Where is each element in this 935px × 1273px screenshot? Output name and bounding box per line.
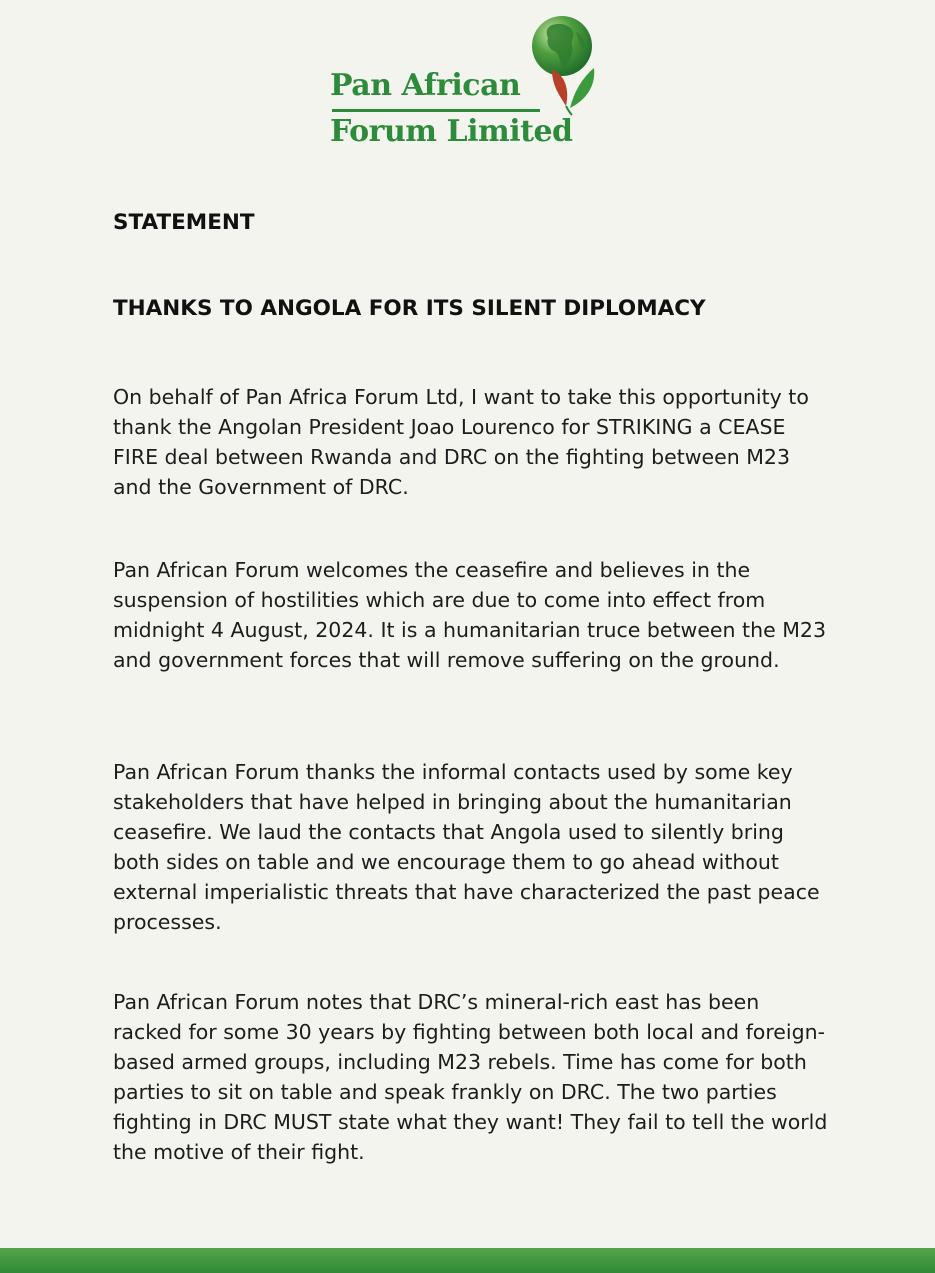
pan-african-forum-logo	[330, 12, 605, 147]
paragraph: Pan African Forum thanks the informal contacts used by some key stakeholders that have helped in bringing about the humanitarian ceasefire. We laud the contacts that Angola used to silently bring both sides on table and we encourage them to go ahead without external imperialistic threats that have characterized the past peace processes.	[113, 760, 820, 934]
logo-divider	[332, 109, 540, 112]
logo-line1: Pan African	[330, 68, 521, 103]
statement-label: STATEMENT	[113, 210, 255, 235]
footer-bar	[0, 1248, 935, 1273]
paragraph: On behalf of Pan Africa Forum Ltd, I want to take this opportunity to thank the Angolan President Joao Lourenco for STRIKING a CEASE FIRE deal between Rwanda and DRC on the fighting between M23 and the Government of DRC.	[113, 385, 809, 499]
paragraph: Pan African Forum notes that DRC’s mineral-rich east has been racked for some 30 years by fighting between both local and foreign-based armed groups, including M23 rebels. Time has come for both parties to sit on table and speak frankly on DRC. The two parties fighting in DRC MUST state what they want! They fail to tell the world the motive of their fight.	[113, 990, 828, 1164]
leaves-icon	[544, 66, 600, 116]
document-title: THANKS TO ANGOLA FOR ITS SILENT DIPLOMACY	[113, 296, 706, 321]
paragraph: Pan African Forum welcomes the ceasefire and believes in the suspension of hostilities which are due to come into effect from midnight 4 August, 2024. It is a humanitarian truce between the M23 and government forces that will remove suffering on the ground.	[113, 558, 826, 672]
logo-line2: Forum Limited	[330, 114, 573, 149]
